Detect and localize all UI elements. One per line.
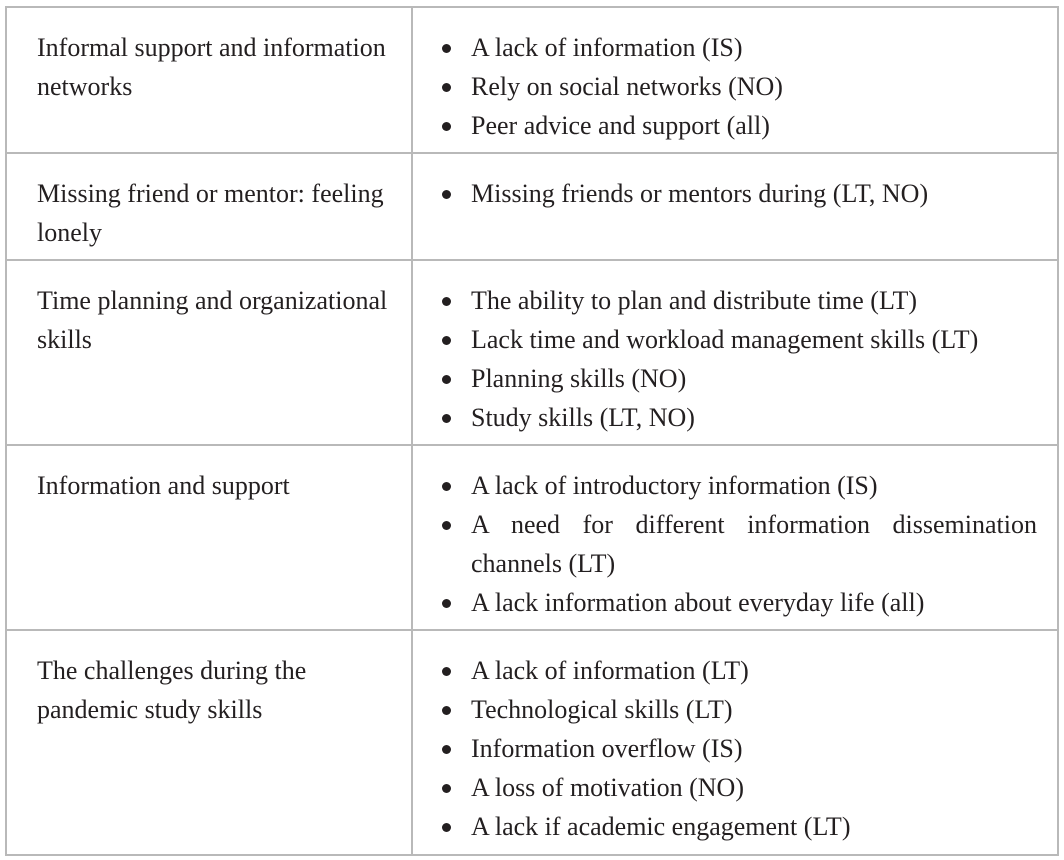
category-label: Time planning and organizational skills	[37, 286, 388, 354]
table-row	[6, 153, 1058, 260]
bullet-icon	[442, 482, 451, 491]
bullet-icon	[442, 706, 451, 715]
list-item	[435, 690, 1037, 729]
category-cell	[6, 153, 412, 260]
list-item-text: A lack if academic engagement (LT)	[471, 812, 851, 841]
list-item-text: Rely on social networks (NO)	[471, 72, 783, 101]
list-item-text: The ability to plan and distribute time (LT)	[471, 286, 917, 315]
bullet-icon	[442, 297, 451, 306]
list-item	[435, 28, 1037, 67]
list-item-text: A lack of information (IS)	[471, 33, 743, 62]
bullet-icon	[442, 190, 451, 199]
table-row	[6, 630, 1058, 855]
bullet-icon	[442, 784, 451, 793]
list-item	[435, 174, 1037, 213]
list-item-text: Lack time and workload management skills (LT)	[471, 325, 979, 354]
list-item-text: A lack information about everyday life (all)	[471, 588, 925, 617]
list-item	[435, 807, 1037, 846]
bullet-icon	[442, 823, 451, 832]
category-cell	[6, 445, 412, 630]
list-item	[435, 466, 1037, 505]
bullet-icon	[442, 414, 451, 423]
list-item-text: A loss of motivation (NO)	[471, 773, 744, 802]
bullet-list	[435, 28, 1037, 145]
bullet-icon	[442, 44, 451, 53]
bullet-icon	[442, 83, 451, 92]
items-cell	[412, 7, 1058, 153]
list-item-text: Study skills (LT, NO)	[471, 403, 695, 432]
list-item	[435, 106, 1037, 145]
items-cell	[412, 445, 1058, 630]
list-item-text: A lack of information (LT)	[471, 656, 749, 685]
list-item	[435, 398, 1037, 437]
list-item-text: Missing friends or mentors during (LT, NO)	[471, 179, 929, 208]
bullet-icon	[442, 521, 451, 530]
table-row	[6, 445, 1058, 630]
category-label: Missing friend or mentor: feeling lonely	[37, 179, 384, 247]
items-cell	[412, 630, 1058, 855]
list-item	[435, 768, 1037, 807]
bullet-icon	[442, 122, 451, 131]
bullet-icon	[442, 667, 451, 676]
category-label: The challenges during the pandemic study skills	[37, 656, 307, 724]
list-item	[435, 320, 1037, 359]
bullet-list	[435, 466, 1037, 622]
list-item	[435, 67, 1037, 106]
list-item-text: Technological skills (LT)	[471, 695, 733, 724]
list-item-text: A need for different information dissemination channels (LT)	[471, 510, 1037, 578]
bullet-icon	[442, 336, 451, 345]
bullet-list	[435, 651, 1037, 846]
category-cell	[6, 7, 412, 153]
list-item	[435, 729, 1037, 768]
list-item-text: Information overflow (IS)	[471, 734, 743, 763]
list-item-text: Planning skills (NO)	[471, 364, 687, 393]
items-cell	[412, 260, 1058, 445]
challenges-table	[5, 6, 1059, 856]
bullet-icon	[442, 599, 451, 608]
list-item	[435, 651, 1037, 690]
bullet-list	[435, 174, 1037, 213]
list-item	[435, 359, 1037, 398]
table-row	[6, 7, 1058, 153]
bullet-icon	[442, 375, 451, 384]
table-row	[6, 260, 1058, 445]
category-label: Information and support	[37, 471, 290, 500]
category-cell	[6, 630, 412, 855]
category-label: Informal support and information networks	[37, 33, 386, 101]
items-cell	[412, 153, 1058, 260]
list-item	[435, 281, 1037, 320]
list-item	[435, 505, 1037, 583]
list-item-text: A lack of introductory information (IS)	[471, 471, 878, 500]
bullet-list	[435, 281, 1037, 437]
list-item	[435, 583, 1037, 622]
list-item-text: Peer advice and support (all)	[471, 111, 770, 140]
bullet-icon	[442, 745, 451, 754]
category-cell	[6, 260, 412, 445]
